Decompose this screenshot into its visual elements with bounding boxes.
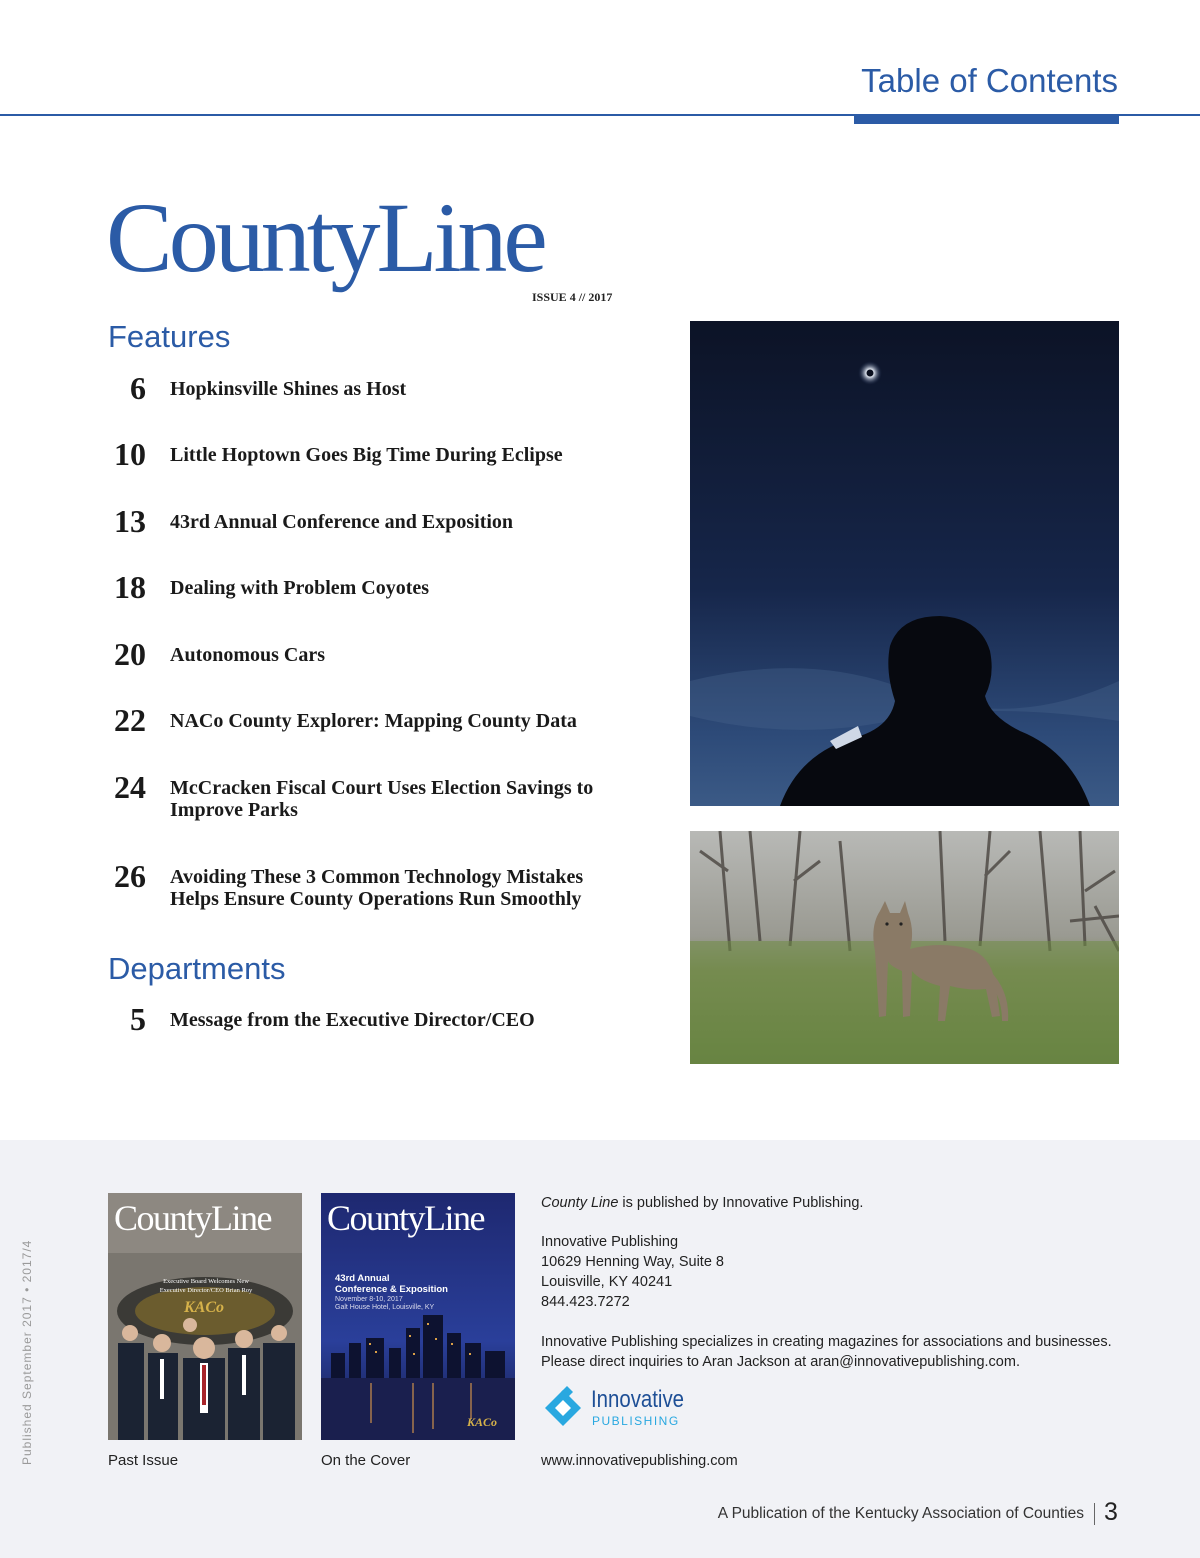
coyote-photo [690,831,1119,1064]
toc-page-number: 5 [130,1001,146,1037]
kaco-seal: KACo [467,1415,498,1429]
current-issue-cover[interactable] [321,1193,515,1440]
logo-word: Innovative [591,1386,684,1413]
header-accent-bar [854,115,1119,124]
toc-item[interactable] [100,571,660,603]
toc-page-number: 20 [114,636,146,672]
toc-item[interactable] [100,860,660,910]
toc-item[interactable] [100,505,660,537]
toc-title: Hopkinsville Shines as Host [170,378,407,400]
publisher-blurb-2: Please direct inquiries to Aran Jackson at aran@innovativepublishing.com. [541,1354,1020,1370]
cover-headline-2: Conference & Exposition [335,1284,448,1295]
cover-headline-1: 43rd Annual [335,1273,390,1284]
toc-item[interactable] [100,1003,660,1035]
toc-title: Little Hoptown Goes Big Time During Eclipse [170,444,563,466]
logo-sub: PUBLISHING [592,1414,680,1428]
issue-label: ISSUE 4 // 2017 [532,290,613,304]
page-section-title: Table of Contents [861,62,1118,99]
toc-page-number: 22 [114,702,146,738]
publisher-name: Innovative Publishing [541,1234,679,1250]
publisher-address-1: 10629 Henning Way, Suite 8 [541,1254,724,1270]
toc-item[interactable] [100,372,660,404]
innovative-publishing-logo [541,1386,701,1430]
publisher-website-link[interactable]: www.innovativepublishing.com [541,1453,738,1469]
departments-heading: Departments [108,951,286,986]
kaco-seal: KACo [184,1299,225,1316]
features-heading: Features [108,319,231,354]
current-cover-caption: On the Cover [321,1452,411,1469]
toc-title: 43rd Annual Conference and Exposition [170,511,514,533]
toc-title: Avoiding These 3 Common Technology Mistakes Helps Ensure County Operations Run Smoothly [170,866,584,910]
county-line-logo: CountyLine [106,182,544,293]
cover-logo: CountyLine [114,1198,271,1238]
page-number: 3 [1104,1498,1118,1526]
toc-title: Dealing with Problem Coyotes [170,577,430,599]
innovative-diamond-icon [541,1386,589,1430]
toc-title: NACo County Explorer: Mapping County Data [170,710,577,732]
toc-page-number: 10 [114,436,146,472]
toc-item[interactable] [100,771,660,821]
publication-credit: A Publication of the Kentucky Association of Counties [717,1505,1084,1522]
toc-page-number: 13 [114,503,146,539]
toc-title: Message from the Executive Director/CEO [170,1009,535,1031]
cover-logo: CountyLine [327,1198,484,1238]
publication-name: County Line [541,1195,619,1211]
past-issue-caption: Past Issue [108,1452,179,1469]
cover-dates: November 8-10, 2017 [335,1296,403,1303]
publisher-address-2: Louisville, KY 40241 [541,1274,673,1290]
publisher-statement-text: is published by Innovative Publishing. [618,1195,864,1211]
publisher-statement [541,1193,863,1213]
cover-headline: Executive Board Welcomes New Executive Director/CEO Brian Roy [159,1278,253,1294]
toc-page-number: 18 [114,569,146,605]
toc-item[interactable] [100,638,660,670]
publisher-blurb-1: Innovative Publishing specializes in creating magazines for associations and businesses. [541,1334,1112,1350]
toc-item[interactable] [100,438,660,470]
publication-date-note: Published September 2017 • 2017/4 [20,1239,34,1465]
toc-page-number: 24 [114,769,146,805]
eclipse-photo [690,321,1119,806]
toc-page-number: 6 [130,370,146,406]
toc-title: Autonomous Cars [170,644,326,666]
past-issue-cover[interactable] [108,1193,302,1440]
publisher-phone: 844.423.7272 [541,1294,630,1310]
toc-page-number: 26 [114,858,146,894]
footer-divider [1094,1503,1095,1525]
toc-title: McCracken Fiscal Court Uses Election Savings to Improve Parks [170,777,594,821]
toc-item[interactable] [100,704,660,736]
cover-venue: Galt House Hotel, Louisville, KY [335,1304,435,1311]
